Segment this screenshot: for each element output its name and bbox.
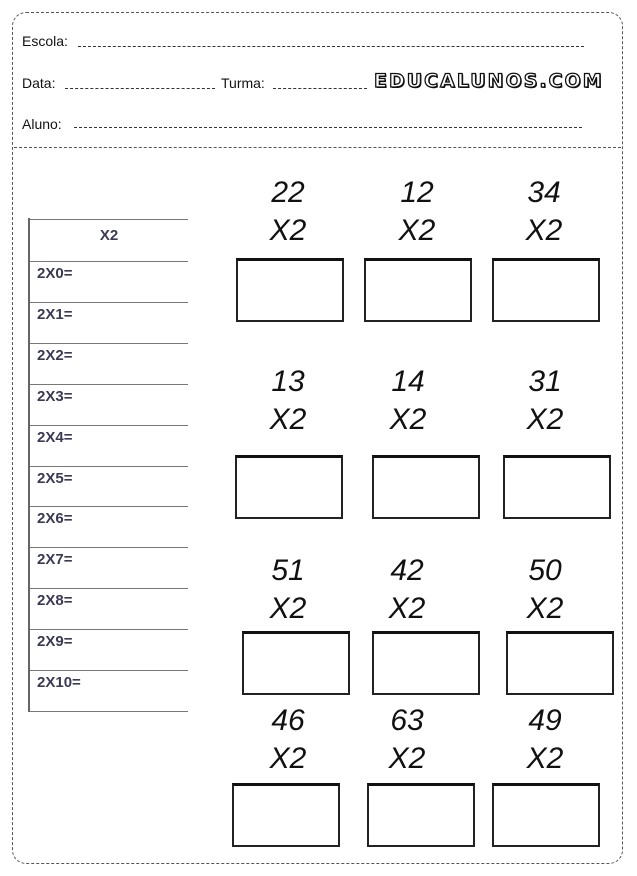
answer-box[interactable] [492,258,600,322]
problem-number: 34 [527,176,561,209]
answer-box[interactable] [367,783,475,847]
table-answer-blank[interactable] [118,674,178,694]
table-answer-blank[interactable] [118,592,178,612]
problem-multiplier: X2 [526,403,564,436]
table-row-divider [30,302,188,303]
table-answer-blank[interactable] [118,265,178,285]
problem-number: 14 [391,365,425,398]
problem-number: 49 [528,704,562,737]
table-row-label: 2X3= [37,387,73,405]
table-row-label: 2X10= [37,674,81,691]
table-row-divider [30,588,188,589]
table-answer-blank[interactable] [118,347,178,367]
student-field[interactable] [74,127,582,128]
problem-number: 42 [390,554,424,587]
table-row-label: 2X9= [37,633,73,651]
table-top-border [30,219,188,220]
school-field[interactable] [78,46,584,47]
answer-box[interactable] [506,631,614,695]
answer-box[interactable] [235,455,343,519]
problem-number: 51 [271,554,305,587]
table-row-divider [30,343,188,344]
problem-multiplier: X2 [269,742,307,775]
class-field[interactable] [273,88,367,89]
problem-number: 12 [400,176,434,209]
answer-box[interactable] [503,455,611,519]
student-label: Aluno: [22,116,62,132]
table-answer-blank[interactable] [118,470,178,490]
date-field[interactable] [65,88,215,89]
problem-multiplier: X2 [389,403,427,436]
multiplication-table [28,218,190,712]
table-row-label: 2X1= [37,305,73,323]
table-answer-blank[interactable] [118,306,178,326]
table-answer-blank[interactable] [118,510,178,530]
problem-number: 50 [528,554,562,587]
problem-number: 46 [271,704,305,737]
answer-box[interactable] [492,783,600,847]
table-row-divider [30,261,188,262]
problem-number: 31 [528,365,562,398]
problem-multiplier: X2 [398,214,436,247]
table-row-divider [30,384,188,385]
header-divider [14,147,621,148]
table-row-label: 2X2= [37,346,73,364]
table-answer-blank[interactable] [118,551,178,571]
answer-box[interactable] [236,258,344,322]
table-answer-blank[interactable] [118,388,178,408]
table-row-divider [30,547,188,548]
table-row-label: 2X8= [37,592,73,610]
answer-box[interactable] [372,631,480,695]
table-row-divider [30,629,188,630]
table-row-label: 2X6= [37,510,73,528]
answer-box[interactable] [242,631,350,695]
table-row-label: 2X7= [37,551,73,569]
date-label: Data: [22,75,56,91]
table-row-divider [30,670,188,671]
answer-box[interactable] [364,258,472,322]
problem-multiplier: X2 [526,592,564,625]
problem-multiplier: X2 [388,592,426,625]
problem-multiplier: X2 [269,592,307,625]
problem-multiplier: X2 [269,214,307,247]
answer-box[interactable] [372,455,480,519]
school-label: Escola: [22,33,68,49]
table-row-divider [30,466,188,467]
brand-logo: EDUCALUNOS.COM [374,70,604,92]
table-row-label: 2X4= [37,428,73,446]
problem-multiplier: X2 [526,742,564,775]
problem-multiplier: X2 [525,214,563,247]
table-row-divider [30,506,188,507]
table-row-divider [30,425,188,426]
problem-multiplier: X2 [269,403,307,436]
table-row-label: 2X5= [37,469,73,487]
table-answer-blank[interactable] [118,633,178,653]
table-bottom-border [30,711,188,712]
problem-number: 63 [390,704,424,737]
problem-multiplier: X2 [388,742,426,775]
table-row-label: 2X0= [37,265,73,282]
problem-number: 13 [271,365,305,398]
answer-box[interactable] [232,783,340,847]
class-label: Turma: [221,75,265,91]
problem-number: 22 [271,176,305,209]
table-answer-blank[interactable] [118,429,178,449]
table-heading: X2 [99,227,119,244]
